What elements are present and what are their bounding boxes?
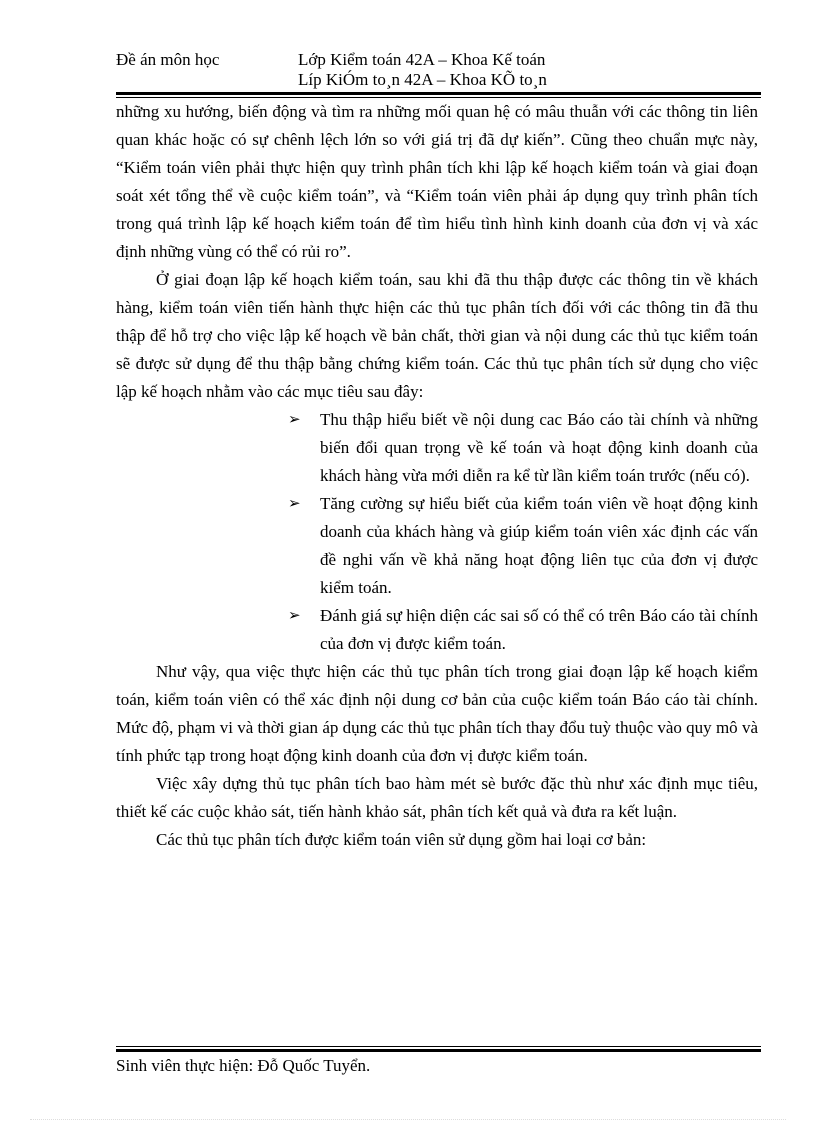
arrow-bullet-icon: ➢ [288, 608, 301, 624]
page-edge-dotted-line [30, 1119, 786, 1120]
list-item [288, 406, 758, 490]
paragraph-2: Ở giai đoạn lập kế hoạch kiểm toán, sau khi đã thu thập được các thông tin về khách hàng, kiểm toán viên tiến hành thực hiện các thủ tục phân tích đối với các thông tin đã thu thập để hỗ trợ cho việc lập kế hoạch về bản chất, thời gian và nội dung các thủ tục kiểm toán sẽ được sử dụng để thu thập bằng chứng kiểm toán. Các thủ tục phân tích sử dụng cho việc lập kế hoạch nhằm vào các mục tiêu sau đây: [116, 270, 758, 401]
footer-author: Sinh viên thực hiện: Đỗ Quốc Tuyển. [116, 1056, 371, 1075]
arrow-bullet-icon: ➢ [288, 496, 301, 512]
list-item-text: Thu thập hiểu biết về nội dung cac Báo cáo tài chính và những biến đổi quan trọng về kế toán và hoạt động kinh doanh của khách hàng vừa mới diễn ra kể từ lần kiểm toán trước (nếu có). [320, 410, 758, 485]
footer-divider [116, 1046, 761, 1052]
paragraph-1: những xu hướng, biến động và tìm ra những mối quan hệ có mâu thuẫn với các thông tin liên quan khác hoặc có sự chênh lệch lớn so với giá trị đã dự kiến”. Cũng theo chuẩn mực này, “Kiểm toán viên phải thực hiện quy trình phân tích khi lập kế hoạch kiểm toán và giai đoạn soát xét tổng thể về cuộc kiểm toán”, và “Kiểm toán viên phải áp dụng quy trình phân tích trong quá trình lập kế hoạch kiểm toán để tìm hiểu tình hình kinh doanh của đơn vị và xác định những vùng có thể có rủi ro”. [116, 102, 758, 261]
list-item-text: Đánh giá sự hiện diện các sai số có thể có trên Báo cáo tài chính của đơn vị được kiểm toán. [320, 606, 758, 653]
list-item [288, 490, 758, 602]
paragraph-4: Việc xây dựng thủ tục phân tích bao hàm mét sè bước đặc thù như xác định mục tiêu, thiết kế các cuộc khảo sát, tiến hành khảo sát, phân tích kết quả và đưa ra kết luận. [116, 774, 758, 821]
header-class-info [298, 50, 547, 90]
list-item [288, 602, 758, 658]
header-class-line-garbled: Líp KiÓm to¸n 42A – Khoa KÕ to¸n [298, 70, 547, 89]
paragraph-3: Như vậy, qua việc thực hiện các thủ tục phân tích trong giai đoạn lập kế hoạch kiểm toán, kiểm toán viên có thể xác định nội dung cơ bản của cuộc kiểm toán Báo cáo tài chính. Mức độ, phạm vi và thời gian áp dụng các thủ tục phân tích thay đổu tuỳ thuộc vào quy mô và tính phức tạp trong hoạt động kinh doanh của đơn vị được kiểm toán. [116, 662, 758, 765]
header-course-title: Đề án môn học [116, 50, 220, 69]
arrow-bullet-icon: ➢ [288, 412, 301, 428]
header-class-line: Lớp Kiểm toán 42A – Khoa Kế toán [298, 50, 546, 69]
list-item-text: Tăng cường sự hiểu biết của kiểm toán viên về hoạt động kinh doanh của khách hàng và giúp kiểm toán viên xác định các vấn đề nghi vấn về khả năng hoạt động liên tục của đơn vị được kiểm toán. [320, 494, 758, 597]
document-body [116, 98, 758, 854]
objectives-list [116, 406, 758, 658]
paragraph-5: Các thủ tục phân tích được kiểm toán viên sử dụng gồm hai loại cơ bản: [156, 830, 647, 849]
